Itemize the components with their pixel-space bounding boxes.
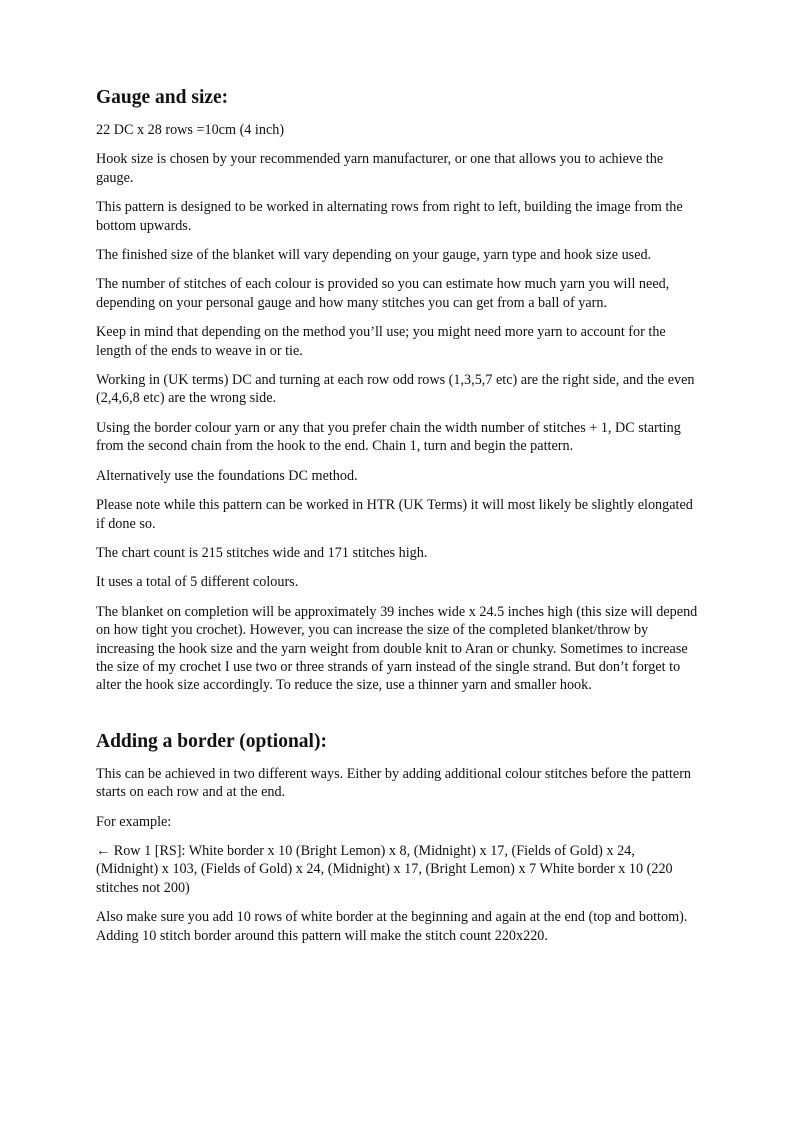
paragraph-for-example: For example: bbox=[96, 813, 172, 830]
document-page bbox=[96, 86, 700, 956]
paragraph-gauge: 22 DC x 28 rows =10cm (4 inch) bbox=[96, 122, 285, 138]
paragraph-chart-count: The chart count is 215 stitches wide and 171 stitches high. bbox=[96, 544, 428, 561]
paragraph-finished-size: The finished size of the blanket will vary depending on your gauge, yarn type and hook size used. bbox=[96, 247, 652, 264]
paragraph-foundation-chain: Using the border colour yarn or any that you prefer chain the width number of stitches + 1, DC starting from the second chain from the hook to the end. Chain 1, turn and begin the pattern. bbox=[96, 419, 681, 455]
paragraph-ends: Keep in mind that depending on the method you’ll use; you might need more yarn to account for the length of the ends to weave in or tie. bbox=[96, 324, 666, 359]
paragraph-row-example: ← Row 1 [RS]: White border x 10 (Bright Lemon) x 8, (Midnight) x 17, (Fields of Gold) x 24, (Midnight) x 103, (Fields of Gold) x 24, (Midnight) x 17, (Bright Lemon) x 7 White border x 10 (220 stitches not 200) bbox=[96, 842, 673, 896]
section-heading-gauge: Gauge and size: bbox=[96, 87, 229, 108]
paragraph-colour-count: It uses a total of 5 different colours. bbox=[96, 574, 299, 591]
paragraph-blanket-size: The blanket on completion will be approximately 39 inches wide x 24.5 inches high (this size will depend on how tight you crochet). However, you can increase the size of the completed blanket/throw by increasing the hook size and the yarn weight from double knit to Aran or chunky. Sometimes to increase the size of my crochet I use two or three strands of yarn instead of the single strand. But don’t forget to alter the hook size accordingly. To reduce the size, use a thinner yarn and smaller hook. bbox=[96, 603, 698, 694]
paragraph-htr-note: Please note while this pattern can be worked in HTR (UK Terms) it will most likely be slightly elongated if done so. bbox=[96, 497, 693, 532]
gauge-and-size-section bbox=[96, 86, 700, 695]
paragraph-hook-size: Hook size is chosen by your recommended yarn manufacturer, or one that allows you to achieve the gauge. bbox=[96, 151, 664, 186]
adding-border-section bbox=[96, 730, 700, 945]
paragraph-border-ways: This can be achieved in two different ways. Either by adding additional colour stitches before the pattern starts on each row and at the end. bbox=[96, 765, 692, 801]
paragraph-border-rows: Also make sure you add 10 rows of white border at the beginning and again at the end (top and bottom). Adding 10 stitch border around this pattern will make the stitch count 220x220. bbox=[96, 909, 688, 944]
section-heading-border: Adding a border (optional): bbox=[96, 730, 327, 752]
paragraph-stitch-count-info: The number of stitches of each colour is provided so you can estimate how much yarn you will need, depending on your personal gauge and how many stitches you can get from a ball of yarn. bbox=[96, 276, 670, 311]
paragraph-foundation-dc: Alternatively use the foundations DC method. bbox=[96, 467, 358, 484]
paragraph-direction: This pattern is designed to be worked in alternating rows from right to left, building the image from the bottom upwards. bbox=[96, 199, 683, 234]
paragraph-rows-sides: Working in (UK terms) DC and turning at each row odd rows (1,3,5,7 etc) are the right side, and the even (2,4,6,8 etc) are the wrong side. bbox=[96, 372, 695, 407]
